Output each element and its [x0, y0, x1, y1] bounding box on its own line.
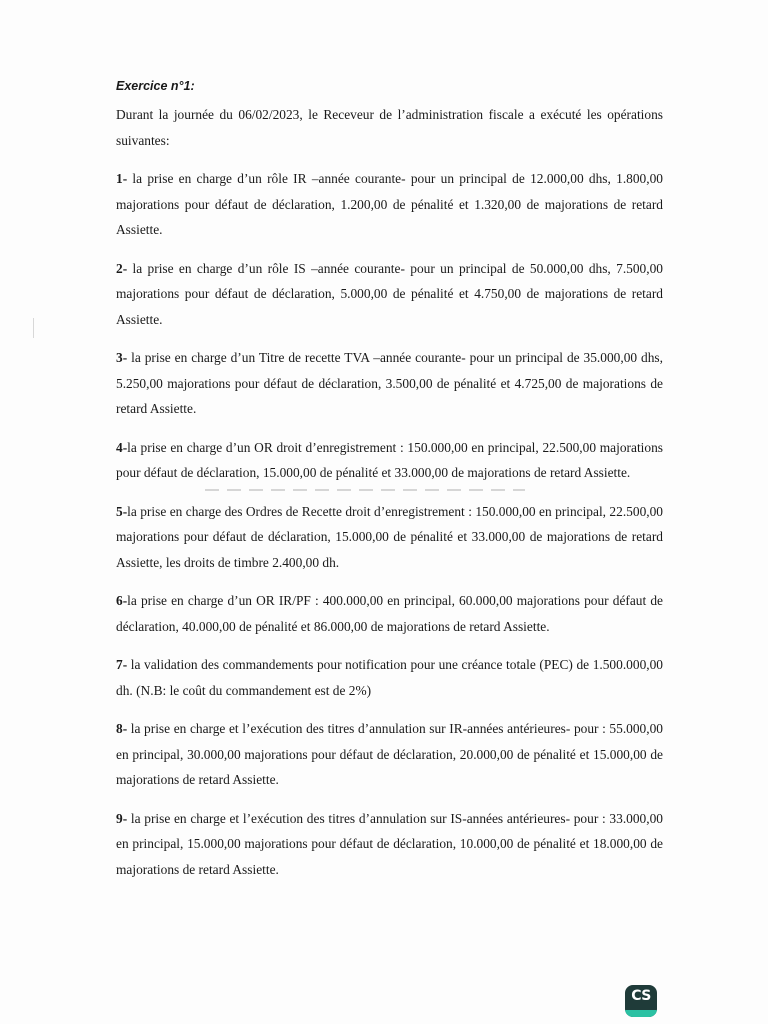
item-number: 1-	[116, 171, 128, 186]
item-text: la prise en charge d’un rôle IR –année courante- pour un principal de 12.000,00 dhs, 1.800,00 majorations pour défaut de déclaration, 1.200,00 de pénalité et 1.320,00 de majorations de retard Assiette.	[116, 171, 663, 237]
operation-item-9	[116, 806, 663, 883]
item-number: 6-	[116, 593, 128, 608]
scan-artifact-line	[205, 489, 525, 491]
item-number: 3-	[116, 350, 128, 365]
logo-accent-bar	[625, 1010, 657, 1017]
operation-item-3	[116, 345, 663, 422]
operation-item-1	[116, 166, 663, 243]
item-text: la prise en charge d’un Titre de recette TVA –année courante- pour un principal de 35.000,00 dhs, 5.250,00 majorations pour défaut de déclaration, 3.500,00 de pénalité et 4.725,00 de majorations de retard Assiette.	[116, 350, 663, 416]
document-body	[116, 76, 663, 895]
item-number: 5-	[116, 503, 128, 519]
operation-item-4	[116, 435, 663, 486]
operation-item-8	[116, 716, 663, 793]
item-text: la prise en charge d’un rôle IS –année courante- pour un principal de 50.000,00 dhs, 7.500,00 majorations pour défaut de déclaration, 5.000,00 de pénalité et 4.750,00 de majorations de retard Assiette.	[116, 260, 663, 327]
logo-text: CS	[631, 988, 651, 1004]
item-text: la prise en charge et l’exécution des titres d’annulation sur IR-années antérieures- pour : 55.000,00 en principal, 30.000,00 majorations pour défaut de déclaration, 20.000,00 de pénalité et 15.000,00 de majorations de retard Assiette.	[116, 721, 663, 787]
operation-item-2	[116, 256, 663, 333]
operation-item-5	[116, 499, 663, 576]
item-number: 8-	[116, 721, 128, 736]
scan-artifact	[33, 318, 34, 338]
item-number: 4-	[116, 439, 128, 455]
item-text: la prise en charge d’un OR droit d’enregistrement : 150.000,00 en principal, 22.500,00 majorations pour défaut de déclaration, 15.000,00 de pénalité et 33.000,00 de majorations de retard Assiette.	[116, 439, 663, 480]
item-number: 2-	[116, 260, 128, 276]
camscanner-logo-icon	[625, 985, 657, 1017]
operation-item-7	[116, 652, 663, 703]
item-number: 9-	[116, 810, 128, 826]
exercise-title: Exercice n°1:	[116, 79, 195, 93]
item-text: la prise en charge d’un OR IR/PF : 400.000,00 en principal, 60.000,00 majorations pour défaut de déclaration, 40.000,00 de pénalité et 86.000,00 de majorations de retard Assiette.	[116, 593, 663, 634]
item-text: la prise en charge et l’exécution des titres d’annulation sur IS-années antérieures- pour : 33.000,00 en principal, 15.000,00 majorations pour défaut de déclaration, 10.000,00 de pénalité et 18.000,00 de majorations de retard Assiette.	[116, 810, 663, 877]
item-number: 7-	[116, 657, 128, 672]
item-text: la prise en charge des Ordres de Recette droit d’enregistrement : 150.000,00 en principal, 22.500,00 majorations pour défaut de déclaration, 15.000,00 de pénalité et 33.000,00 de majorations de retard Assiette, les droits de timbre 2.400,00 dh.	[116, 503, 663, 570]
intro-paragraph: Durant la journée du 06/02/2023, le Receveur de l’administration fiscale a exécuté les opérations suivantes:	[116, 107, 663, 148]
operation-item-6	[116, 588, 663, 639]
item-text: la validation des commandements pour notification pour une créance totale (PEC) de 1.500.000,00 dh. (N.B: le coût du commandement est de 2%)	[116, 657, 663, 698]
